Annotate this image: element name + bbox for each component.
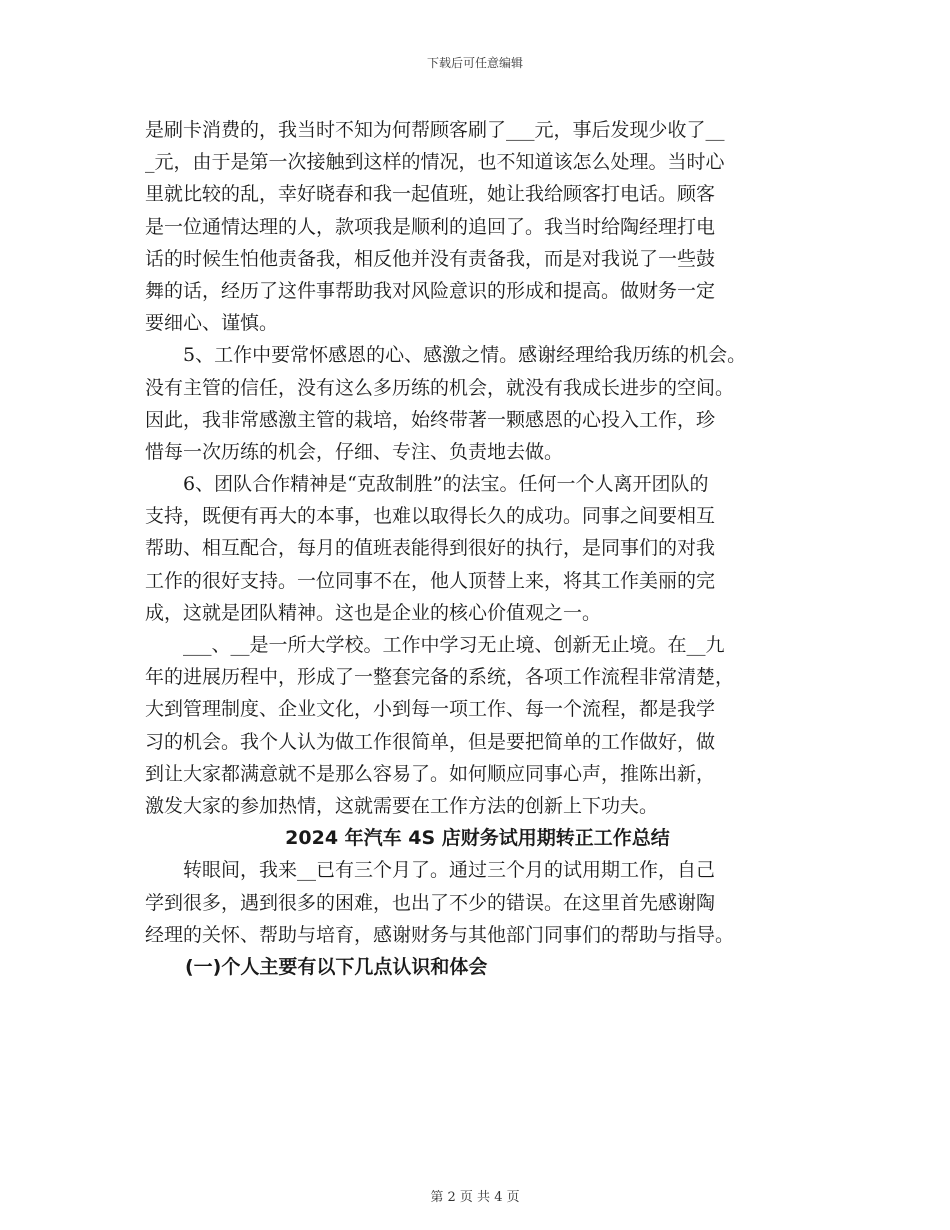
text-line: 里就比较的乱，幸好晓春和我一起值班，她让我给顾客打电话。顾客 xyxy=(145,183,716,206)
text-line: 因此，我非常感激主管的栽培，始终带著一颗感恩的心投入工作，珍 xyxy=(145,408,716,431)
section-title: 2024 年汽车 4S 店财务试用期转正工作总结 xyxy=(285,827,670,850)
text-line: 是一位通情达理的人，款项我是顺利的追回了。我当时给陶经理打电 xyxy=(145,215,716,238)
text-line: 到让大家都满意就不是那么容易了。如何顺应同事心声，推陈出新， xyxy=(145,762,716,785)
text-line: 年的进展历程中，形成了一整套完备的系统，各项工作流程非常清楚， xyxy=(145,666,735,689)
text-line: 要细心、谨慎。 xyxy=(145,312,279,335)
paragraph-start-line: 6、团队合作精神是“克敌制胜”的法宝。任何一个人离开团队的 xyxy=(183,473,709,496)
text-line: 大到管理制度、企业文化，小到每一项工作、每一个流程，都是我学 xyxy=(145,698,716,721)
paragraph-start-line: 转眼间，我来__已有三个月了。通过三个月的试用期工作，自己 xyxy=(183,859,716,882)
text-line: 学到很多，遇到很多的困难，也出了不少的错误。在这里首先感谢陶 xyxy=(145,891,716,914)
text-line: 支持，既便有再大的本事，也难以取得长久的成功。同事之间要相互 xyxy=(145,505,716,528)
document-body xyxy=(145,114,810,983)
text-line: 是刷卡消费的，我当时不知为何帮顾客刷了___元，事后发现少收了__ xyxy=(145,119,725,141)
page-footer: 第 2 页 共 4 页 xyxy=(430,1190,520,1205)
page-header: 下载后可任意编辑 xyxy=(426,56,523,70)
subsection-heading: (一)个人主要有以下几点认识和体会 xyxy=(185,955,488,978)
text-line: 舞的话，经历了这件事帮助我对风险意识的形成和提高。做财务一定 xyxy=(145,279,716,302)
text-line: 帮助、相互配合，每月的值班表能得到很好的执行，是同事们的对我 xyxy=(145,537,716,560)
text-line: 工作的很好支持。一位同事不在，他人顶替上来，将其工作美丽的完 xyxy=(145,569,716,592)
text-line: 惜每一次历练的机会，仔细、专注、负责地去做。 xyxy=(145,440,564,463)
paragraph-start-line: ___、__是一所大学校。工作中学习无止境、创新无止境。在__九 xyxy=(183,634,725,656)
text-line: 没有主管的信任，没有这么多历练的机会，就没有我成长进步的空间。 xyxy=(145,376,735,399)
text-line: 习的机会。我个人认为做工作很简单，但是要把简单的工作做好，做 xyxy=(145,730,716,753)
paragraph-start-line: 5、工作中要常怀感恩的心、感激之情。感谢经理给我历练的机会。 xyxy=(183,344,747,367)
text-line: 经理的关怀、帮助与培育，感谢财务与其他部门同事们的帮助与指导。 xyxy=(145,923,735,946)
text-line: 话的时候生怕他责备我，相反他并没有责备我，而是对我说了一些鼓 xyxy=(145,247,716,270)
text-line: _元，由于是第一次接触到这样的情况，也不知道该怎么处理。当时心 xyxy=(145,151,725,174)
text-line: 成，这就是团队精神。这也是企业的核心价值观之一。 xyxy=(145,601,602,624)
text-line: 激发大家的参加热情，这就需要在工作方法的创新上下功夫。 xyxy=(145,794,659,817)
